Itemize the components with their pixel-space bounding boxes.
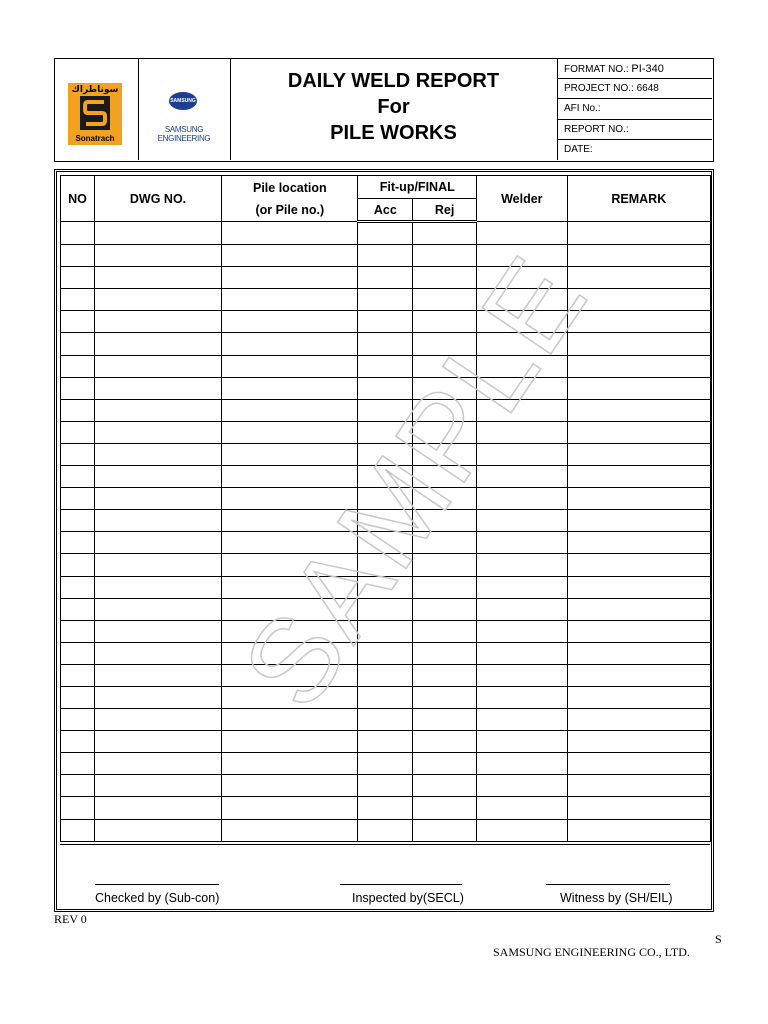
cell-welder[interactable] — [477, 311, 568, 333]
cell-acc[interactable] — [358, 709, 413, 731]
cell-dwg-no[interactable] — [94, 355, 221, 377]
cell-dwg-no[interactable] — [94, 819, 221, 841]
table-row — [61, 510, 711, 532]
cell-acc[interactable] — [358, 620, 413, 642]
company-name: SAMSUNG ENGINEERING CO., LTD. — [493, 945, 690, 959]
cell-welder[interactable] — [477, 775, 568, 797]
table-row — [61, 245, 711, 267]
cell-rej[interactable] — [413, 576, 477, 598]
cell-dwg-no[interactable] — [94, 443, 221, 465]
corner-mark: S — [715, 932, 722, 946]
table-row — [61, 532, 711, 554]
cell-rej[interactable] — [413, 488, 477, 510]
title-line-1: DAILY WELD REPORT — [287, 70, 500, 92]
cell-pile-location[interactable] — [222, 664, 358, 686]
sonatrach-name: Sonatrach — [75, 134, 115, 143]
cell-dwg-no[interactable] — [94, 753, 221, 775]
cell-remark[interactable] — [567, 311, 710, 333]
cell-remark[interactable] — [567, 642, 710, 664]
cell-welder[interactable] — [477, 554, 568, 576]
cell-no[interactable] — [61, 421, 95, 443]
report-header — [54, 58, 714, 162]
cell-welder[interactable] — [477, 819, 568, 841]
cell-pile-location[interactable] — [222, 686, 358, 708]
cell-welder[interactable] — [477, 245, 568, 267]
cell-pile-location[interactable] — [222, 377, 358, 399]
cell-pile-location[interactable] — [222, 642, 358, 664]
cell-dwg-no[interactable] — [94, 598, 221, 620]
cell-pile-location[interactable] — [222, 443, 358, 465]
table-row — [61, 775, 711, 797]
cell-dwg-no[interactable] — [94, 554, 221, 576]
cell-no[interactable] — [61, 554, 95, 576]
col-header-no: NO — [61, 176, 95, 222]
cell-remark[interactable] — [567, 664, 710, 686]
cell-dwg-no[interactable] — [94, 709, 221, 731]
weld-table — [60, 175, 711, 842]
witness-by-label: Witness by (SH/EIL) — [560, 891, 673, 905]
sonatrach-arabic-text: سوناطراك — [71, 84, 119, 94]
col-header-pile-location — [222, 176, 358, 222]
cell-pile-location[interactable] — [222, 421, 358, 443]
cell-no[interactable] — [61, 620, 95, 642]
table-row — [61, 355, 711, 377]
cell-rej[interactable] — [413, 289, 477, 311]
cell-dwg-no[interactable] — [94, 532, 221, 554]
cell-no[interactable] — [61, 532, 95, 554]
cell-dwg-no[interactable] — [94, 576, 221, 598]
cell-dwg-no[interactable] — [94, 510, 221, 532]
cell-remark[interactable] — [567, 333, 710, 355]
cell-remark[interactable] — [567, 775, 710, 797]
cell-remark[interactable] — [567, 731, 710, 753]
table-row — [61, 819, 711, 841]
table-row — [61, 642, 711, 664]
cell-acc[interactable] — [358, 753, 413, 775]
cell-acc[interactable] — [358, 797, 413, 819]
cell-remark[interactable] — [567, 443, 710, 465]
cell-remark[interactable] — [567, 222, 710, 245]
table-row — [61, 664, 711, 686]
cell-welder[interactable] — [477, 797, 568, 819]
cell-no[interactable] — [61, 333, 95, 355]
cell-no[interactable] — [61, 664, 95, 686]
cell-dwg-no[interactable] — [94, 245, 221, 267]
cell-remark[interactable] — [567, 399, 710, 421]
cell-no[interactable] — [61, 819, 95, 841]
cell-pile-location[interactable] — [222, 797, 358, 819]
cell-welder[interactable] — [477, 686, 568, 708]
cell-acc[interactable] — [358, 466, 413, 488]
cell-dwg-no[interactable] — [94, 421, 221, 443]
cell-remark[interactable] — [567, 753, 710, 775]
cell-remark[interactable] — [567, 797, 710, 819]
cell-no[interactable] — [61, 686, 95, 708]
cell-dwg-no[interactable] — [94, 686, 221, 708]
cell-pile-location[interactable] — [222, 576, 358, 598]
table-row — [61, 797, 711, 819]
table-row — [61, 576, 711, 598]
cell-acc[interactable] — [358, 421, 413, 443]
cell-pile-location[interactable] — [222, 620, 358, 642]
cell-acc[interactable] — [358, 311, 413, 333]
cell-remark[interactable] — [567, 576, 710, 598]
inspected-by-label: Inspected by(SECL) — [352, 891, 464, 905]
cell-remark[interactable] — [567, 598, 710, 620]
cell-rej[interactable] — [413, 377, 477, 399]
cell-pile-location[interactable] — [222, 598, 358, 620]
pile-location-line-2: (or Pile no.) — [255, 202, 325, 217]
cell-rej[interactable] — [413, 245, 477, 267]
cell-acc[interactable] — [358, 598, 413, 620]
cell-dwg-no[interactable] — [94, 775, 221, 797]
col-header-rej: Rej — [413, 199, 477, 222]
cell-no[interactable] — [61, 222, 95, 245]
table-row — [61, 554, 711, 576]
cell-welder[interactable] — [477, 267, 568, 289]
cell-welder[interactable] — [477, 355, 568, 377]
table-row — [61, 377, 711, 399]
cell-welder[interactable] — [477, 289, 568, 311]
cell-rej[interactable] — [413, 421, 477, 443]
cell-rej[interactable] — [413, 554, 477, 576]
witness-signature-line[interactable] — [546, 884, 670, 885]
col-header-welder: Welder — [477, 176, 568, 222]
checked-by-label: Checked by (Sub-con) — [95, 891, 220, 905]
format-no-field[interactable] — [557, 59, 712, 79]
cell-rej[interactable] — [413, 443, 477, 465]
cell-dwg-no[interactable] — [94, 267, 221, 289]
cell-acc[interactable] — [358, 333, 413, 355]
cell-rej[interactable] — [413, 753, 477, 775]
col-header-acc: Acc — [358, 199, 413, 222]
cell-welder[interactable] — [477, 421, 568, 443]
samsung-logo-name: SAMSUNG ENGINEERING — [157, 125, 211, 143]
cell-pile-location[interactable] — [222, 731, 358, 753]
cell-remark[interactable] — [567, 267, 710, 289]
weld-table-frame — [54, 169, 714, 912]
cell-welder[interactable] — [477, 620, 568, 642]
cell-dwg-no[interactable] — [94, 222, 221, 245]
cell-welder[interactable] — [477, 664, 568, 686]
project-no-field[interactable] — [557, 79, 712, 99]
weld-table-body — [61, 222, 711, 842]
table-row — [61, 222, 711, 245]
cell-dwg-no[interactable] — [94, 620, 221, 642]
report-info-block — [557, 59, 712, 160]
cell-rej[interactable] — [413, 731, 477, 753]
table-row — [61, 598, 711, 620]
cell-pile-location[interactable] — [222, 289, 358, 311]
cell-dwg-no[interactable] — [94, 399, 221, 421]
cell-no[interactable] — [61, 797, 95, 819]
cell-acc[interactable] — [358, 267, 413, 289]
cell-acc[interactable] — [358, 399, 413, 421]
cell-remark[interactable] — [567, 620, 710, 642]
cell-welder[interactable] — [477, 510, 568, 532]
report-no-label: REPORT NO.: — [564, 123, 629, 135]
cell-rej[interactable] — [413, 819, 477, 841]
samsung-logo-cell — [138, 59, 231, 160]
sonatrach-s-icon — [80, 96, 110, 130]
cell-welder[interactable] — [477, 333, 568, 355]
cell-pile-location[interactable] — [222, 222, 358, 245]
cell-pile-location[interactable] — [222, 355, 358, 377]
cell-welder[interactable] — [477, 709, 568, 731]
cell-remark[interactable] — [567, 819, 710, 841]
cell-no[interactable] — [61, 443, 95, 465]
pile-location-line-1: Pile location — [253, 180, 327, 195]
cell-welder[interactable] — [477, 377, 568, 399]
date-field[interactable] — [557, 140, 712, 160]
cell-no[interactable] — [61, 576, 95, 598]
cell-no[interactable] — [61, 598, 95, 620]
table-row — [61, 709, 711, 731]
cell-no[interactable] — [61, 709, 95, 731]
cell-acc[interactable] — [358, 289, 413, 311]
afi-no-label: AFI No.: — [564, 103, 601, 115]
cell-pile-location[interactable] — [222, 466, 358, 488]
format-no-value: PI-340 — [631, 63, 664, 75]
cell-no[interactable] — [61, 731, 95, 753]
afi-no-field[interactable] — [557, 99, 712, 119]
cell-rej[interactable] — [413, 510, 477, 532]
cell-rej[interactable] — [413, 311, 477, 333]
cell-acc[interactable] — [358, 443, 413, 465]
cell-rej[interactable] — [413, 399, 477, 421]
checked-signature-line[interactable] — [95, 884, 219, 885]
sample-watermark: SAMPLE — [217, 232, 614, 731]
table-row — [61, 399, 711, 421]
cell-no[interactable] — [61, 289, 95, 311]
cell-dwg-no[interactable] — [94, 797, 221, 819]
cell-welder[interactable] — [477, 399, 568, 421]
cell-rej[interactable] — [413, 466, 477, 488]
cell-no[interactable] — [61, 753, 95, 775]
cell-remark[interactable] — [567, 377, 710, 399]
table-row — [61, 421, 711, 443]
col-header-remark: REMARK — [567, 176, 710, 222]
date-label: DATE: — [564, 143, 593, 155]
cell-pile-location[interactable] — [222, 753, 358, 775]
cell-remark[interactable] — [567, 554, 710, 576]
project-no-label: PROJECT NO.: — [564, 83, 634, 95]
cell-acc[interactable] — [358, 222, 413, 245]
cell-no[interactable] — [61, 488, 95, 510]
cell-pile-location[interactable] — [222, 488, 358, 510]
cell-pile-location[interactable] — [222, 267, 358, 289]
table-row — [61, 267, 711, 289]
cell-no[interactable] — [61, 399, 95, 421]
cell-acc[interactable] — [358, 510, 413, 532]
revision-label: REV 0 — [54, 912, 87, 926]
cell-remark[interactable] — [567, 488, 710, 510]
cell-pile-location[interactable] — [222, 532, 358, 554]
cell-rej[interactable] — [413, 620, 477, 642]
cell-dwg-no[interactable] — [94, 311, 221, 333]
cell-pile-location[interactable] — [222, 333, 358, 355]
cell-acc[interactable] — [358, 642, 413, 664]
cell-dwg-no[interactable] — [94, 333, 221, 355]
cell-pile-location[interactable] — [222, 709, 358, 731]
cell-no[interactable] — [61, 267, 95, 289]
cell-no[interactable] — [61, 775, 95, 797]
samsung-logo-icon: SAMSUNG — [169, 92, 197, 110]
cell-rej[interactable] — [413, 222, 477, 245]
cell-welder[interactable] — [477, 598, 568, 620]
cell-rej[interactable] — [413, 709, 477, 731]
cell-acc[interactable] — [358, 664, 413, 686]
cell-pile-location[interactable] — [222, 775, 358, 797]
cell-no[interactable] — [61, 642, 95, 664]
cell-no[interactable] — [61, 355, 95, 377]
cell-rej[interactable] — [413, 686, 477, 708]
cell-dwg-no[interactable] — [94, 289, 221, 311]
cell-dwg-no[interactable] — [94, 377, 221, 399]
cell-welder[interactable] — [477, 443, 568, 465]
col-header-fitup-final: Fit-up/FINAL — [358, 176, 477, 199]
sonatrach-logo — [68, 83, 122, 145]
cell-dwg-no[interactable] — [94, 642, 221, 664]
cell-acc[interactable] — [358, 819, 413, 841]
cell-welder[interactable] — [477, 466, 568, 488]
cell-acc[interactable] — [358, 488, 413, 510]
cell-remark[interactable] — [567, 532, 710, 554]
cell-rej[interactable] — [413, 333, 477, 355]
cell-pile-location[interactable] — [222, 554, 358, 576]
table-row — [61, 333, 711, 355]
cell-dwg-no[interactable] — [94, 664, 221, 686]
format-no-label: FORMAT NO.: — [564, 64, 629, 75]
cell-acc[interactable] — [358, 554, 413, 576]
cell-rej[interactable] — [413, 598, 477, 620]
report-no-field[interactable] — [557, 120, 712, 140]
table-row — [61, 686, 711, 708]
cell-dwg-no[interactable] — [94, 488, 221, 510]
title-line-2: For — [377, 96, 410, 118]
cell-welder[interactable] — [477, 532, 568, 554]
cell-acc[interactable] — [358, 245, 413, 267]
cell-remark[interactable] — [567, 245, 710, 267]
table-row — [61, 311, 711, 333]
cell-pile-location[interactable] — [222, 245, 358, 267]
cell-no[interactable] — [61, 510, 95, 532]
sonatrach-logo-cell — [55, 59, 139, 160]
cell-remark[interactable] — [567, 466, 710, 488]
cell-no[interactable] — [61, 245, 95, 267]
project-no-value: 6648 — [636, 83, 659, 95]
cell-welder[interactable] — [477, 576, 568, 598]
cell-welder[interactable] — [477, 222, 568, 245]
cell-rej[interactable] — [413, 797, 477, 819]
table-row — [61, 289, 711, 311]
table-row — [61, 488, 711, 510]
cell-remark[interactable] — [567, 686, 710, 708]
cell-remark[interactable] — [567, 421, 710, 443]
cell-rej[interactable] — [413, 532, 477, 554]
cell-no[interactable] — [61, 377, 95, 399]
signature-divider — [60, 844, 710, 845]
cell-dwg-no[interactable] — [94, 731, 221, 753]
cell-rej[interactable] — [413, 355, 477, 377]
cell-remark[interactable] — [567, 709, 710, 731]
cell-pile-location[interactable] — [222, 311, 358, 333]
cell-acc[interactable] — [358, 775, 413, 797]
table-row — [61, 466, 711, 488]
title-line-3: PILE WORKS — [330, 122, 457, 144]
table-row — [61, 443, 711, 465]
cell-remark[interactable] — [567, 289, 710, 311]
cell-acc[interactable] — [358, 355, 413, 377]
cell-welder[interactable] — [477, 642, 568, 664]
cell-acc[interactable] — [358, 686, 413, 708]
inspected-signature-line[interactable] — [340, 884, 462, 885]
cell-welder[interactable] — [477, 731, 568, 753]
cell-pile-location[interactable] — [222, 399, 358, 421]
cell-acc[interactable] — [358, 532, 413, 554]
col-header-dwg-no: DWG NO. — [94, 176, 221, 222]
cell-acc[interactable] — [358, 576, 413, 598]
cell-pile-location[interactable] — [222, 819, 358, 841]
table-row — [61, 753, 711, 775]
cell-rej[interactable] — [413, 267, 477, 289]
cell-remark[interactable] — [567, 355, 710, 377]
cell-pile-location[interactable] — [222, 510, 358, 532]
report-title — [230, 59, 558, 160]
cell-no[interactable] — [61, 311, 95, 333]
cell-rej[interactable] — [413, 775, 477, 797]
cell-rej[interactable] — [413, 664, 477, 686]
cell-no[interactable] — [61, 466, 95, 488]
cell-welder[interactable] — [477, 488, 568, 510]
cell-dwg-no[interactable] — [94, 466, 221, 488]
cell-remark[interactable] — [567, 510, 710, 532]
cell-acc[interactable] — [358, 731, 413, 753]
cell-acc[interactable] — [358, 377, 413, 399]
cell-welder[interactable] — [477, 753, 568, 775]
table-row — [61, 620, 711, 642]
table-row — [61, 731, 711, 753]
cell-rej[interactable] — [413, 642, 477, 664]
